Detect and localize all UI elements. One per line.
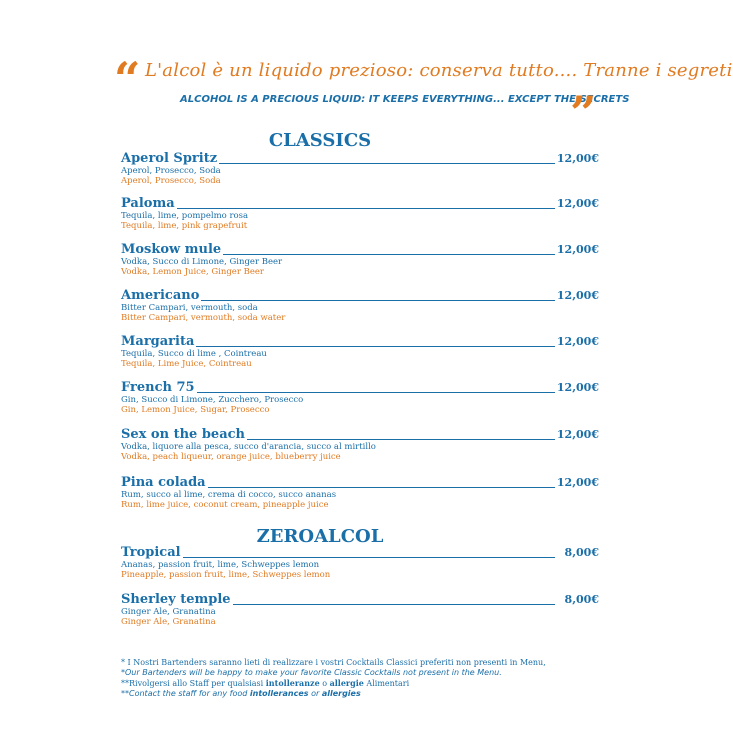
- item-desc-it: Tequila, lime, pompelmo rosa: [121, 211, 249, 221]
- item-name: Pina colada: [121, 475, 206, 490]
- item-price: 12,00€: [556, 289, 599, 302]
- menu-item: [121, 334, 599, 369]
- item-desc-it: Ananas, passion fruit, lime, Schweppes lemon: [121, 560, 320, 570]
- footnote-text: **Contact the staff for any food: [121, 689, 250, 698]
- leader-line: [121, 208, 555, 209]
- item-name: Americano: [121, 288, 200, 303]
- item-desc-it: Vodka, liquore alla pesca, succo d'arancia, succo al mirtillo: [121, 442, 376, 452]
- footnote-bold: intollerances: [249, 689, 309, 698]
- menu-item: [121, 151, 599, 186]
- item-desc-en: Vodka, Lemon Juice, Ginger Beer: [121, 267, 264, 277]
- quote-close-mark: ”: [570, 86, 597, 140]
- footnote-it-1: * I Nostri Bartenders saranno lieti di realizzare i vostri Cocktails Classici preferiti non presenti in Menu,: [121, 658, 546, 667]
- item-name: French 75: [121, 380, 195, 395]
- item-desc-it: Bitter Campari, vermouth, soda: [121, 303, 258, 313]
- item-desc-en: Aperol, Prosecco, Soda: [121, 176, 221, 186]
- item-name: Tropical: [121, 545, 181, 560]
- item-desc-en: Gin, Lemon Juice, Sugar, Prosecco: [121, 405, 270, 415]
- item-desc-it: Rum, succo al lime, crema di cocco, succo ananas: [121, 490, 337, 500]
- item-desc-it: Ginger Ale, Granatina: [121, 607, 216, 617]
- item-price: 12,00€: [556, 197, 599, 210]
- footnote-en-1: *Our Bartenders will be happy to make your favorite Classic Cocktails not present in the Menu.: [121, 668, 502, 677]
- item-name: Moskow mule: [121, 242, 222, 257]
- menu-item: [121, 242, 599, 277]
- item-price: 8,00€: [564, 546, 599, 559]
- item-price: 12,00€: [556, 381, 599, 394]
- menu-item: [121, 592, 599, 627]
- item-price: 8,00€: [564, 593, 599, 606]
- footnote-text: o: [319, 679, 330, 688]
- item-desc-en: Tequila, Lime Juice, Cointreau: [121, 359, 252, 369]
- quote-italian: L'alcol è un liquido prezioso: conserva tutto.... Tranne i segreti: [145, 60, 733, 81]
- item-price: 12,00€: [556, 335, 599, 348]
- section-title-classics: CLASSICS: [268, 130, 372, 151]
- item-desc-it: Tequila, Succo di lime , Cointreau: [121, 349, 267, 359]
- quote-block: [0, 50, 733, 140]
- item-desc-en: Vodka, peach liqueur, orange juice, blueberry juice: [121, 452, 341, 462]
- item-name: Sherley temple: [121, 592, 231, 607]
- footnotes: [121, 658, 621, 699]
- footnote-text: Alimentari: [363, 679, 410, 688]
- item-desc-en: Tequila, lime, pink grapefruit: [121, 221, 248, 231]
- item-price: 12,00€: [556, 428, 599, 441]
- footnote-bold: intolleranze: [265, 678, 320, 688]
- footnote-text: **Rivolgersi allo Staff per qualsiasi: [121, 679, 266, 688]
- quote-english: ALCOHOL IS A PRECIOUS LIQUID: IT KEEPS EVERYTHING... EXCEPT THE SECRETS: [180, 94, 630, 105]
- menu-item: [121, 288, 599, 323]
- leader-line: [121, 557, 555, 558]
- item-desc-en: Bitter Campari, vermouth, soda water: [121, 313, 286, 323]
- item-price: 12,00€: [556, 476, 599, 489]
- footnote-text: or: [308, 689, 322, 698]
- item-desc-en: Pineapple, passion fruit, lime, Schweppes lemon: [121, 570, 331, 580]
- item-name: Margarita: [121, 334, 195, 349]
- menu-item: [121, 545, 599, 580]
- item-desc-it: Vodka, Succo di Limone, Ginger Beer: [121, 257, 283, 267]
- quote-open-mark: “: [114, 52, 141, 106]
- item-name: Sex on the beach: [121, 427, 245, 442]
- menu-item: [121, 475, 599, 510]
- item-desc-it: Aperol, Prosecco, Soda: [121, 166, 221, 176]
- footnote-en-2: [121, 689, 621, 699]
- menu-item: [121, 196, 599, 231]
- item-price: 12,00€: [556, 243, 599, 256]
- menu-item: [121, 427, 599, 462]
- footnote-bold: allergies: [321, 689, 361, 698]
- item-desc-en: Ginger Ale, Granatina: [121, 617, 216, 627]
- footnote-bold: allergie: [329, 678, 364, 688]
- item-name: Aperol Spritz: [121, 151, 218, 166]
- item-price: 12,00€: [556, 152, 599, 165]
- section-title-zeroalcol: ZEROALCOL: [256, 526, 384, 547]
- menu-item: [121, 380, 599, 415]
- item-desc-en: Rum, lime juice, coconut cream, pineapple juice: [121, 500, 329, 510]
- item-desc-it: Gin, Succo di Limone, Zucchero, Prosecco: [121, 395, 304, 405]
- footnote-it-2: [121, 678, 621, 689]
- item-name: Paloma: [121, 196, 175, 211]
